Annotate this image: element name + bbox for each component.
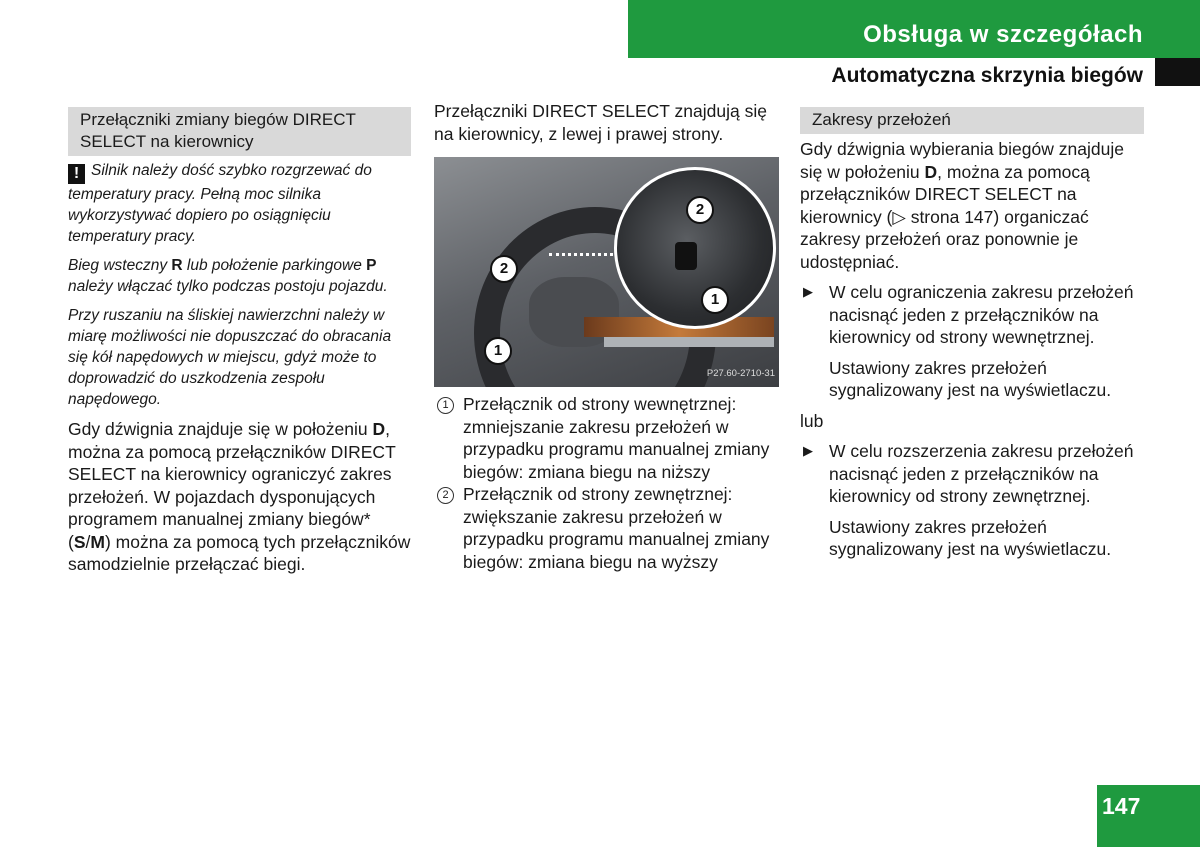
column-middle (434, 100, 779, 573)
legend-number-2: 2 (437, 487, 454, 504)
step-restrict-text: W celu ograniczenia zakresu przełożeń nacisnąć jeden z przełączników na kierownicy od strony wewnętrznej. (829, 282, 1134, 347)
paddle-shape (675, 242, 697, 270)
ranges-intro (800, 138, 1144, 273)
warning-text-2c: należy włączać tylko podczas postoju pojazdu. (68, 278, 388, 295)
steering-wheel-photo (434, 157, 779, 387)
or-text: lub (800, 410, 824, 431)
ranges-intro-a: Gdy dźwignia wybierania biegów znajduje się w położeniu (800, 139, 1124, 182)
warning-text-1: Silnik należy dość szybko rozgrzewać do temperatury pracy. Pełną moc silnika wykorzystywać dopiero po osiągnięciu temperatury pracy. (68, 162, 372, 245)
legend-text-1: Przełącznik od strony wewnętrznej: zmniejszanie zakresu przełożeń w przypadku programu manualnej zmiany biegów: zmiana biegu na niższy (463, 394, 770, 482)
warning-text-2b: lub położenie parkingowe (182, 257, 367, 274)
inset-callout-2: 2 (686, 196, 714, 224)
chapter-title: Obsługa w szczegółach (863, 21, 1143, 48)
body-text-a: Gdy dźwignia znajduje się w położeniu (68, 419, 373, 439)
step-extend-text: W celu rozszerzenia zakresu przełożeń nacisnąć jeden z przełączników na kierownicy od strony zewnętrznej. (829, 441, 1134, 506)
legend-text-2: Przełącznik od strony zewnętrznej: zwiększanie zakresu przełożeń w przypadku programu manualnej zmiany biegów: zmiana biegu na wyższy (463, 484, 770, 572)
legend-item-1 (434, 393, 779, 483)
callout-leader-line (549, 253, 619, 256)
triangle-bullet-icon: ▶ (803, 443, 813, 458)
body-text-c: ) można za pomocą tych przełączników samodzielnie przełączać biegi. (68, 531, 411, 574)
gear-p-label: P (366, 257, 377, 274)
photo-legend (434, 393, 779, 573)
warning-icon: ! (68, 164, 85, 184)
gear-m-label: M (90, 531, 105, 552)
photo-callout-1: 1 (484, 337, 512, 365)
gear-d-label: D (372, 419, 386, 439)
chapter-header (628, 0, 1200, 58)
column-left (68, 100, 411, 584)
section-heading-ranges: Zakresy przełożeń (800, 107, 1144, 134)
result-extend: Ustawiony zakres przełożeń sygnalizowany jest na wyświetlaczu. (829, 516, 1112, 559)
step-restrict (800, 281, 1144, 349)
section-title: Automatyczna skrzynia biegów (831, 64, 1143, 87)
legend-number-1: 1 (437, 397, 454, 414)
warning-note-engine (68, 160, 411, 247)
body-paragraph (68, 418, 411, 576)
page-number: 147 (1097, 785, 1200, 847)
inset-callout-1: 1 (701, 286, 729, 314)
triangle-bullet-icon: ▶ (803, 284, 813, 299)
detail-inset (614, 167, 776, 329)
door-trim-shape (604, 337, 774, 347)
column-right (800, 100, 1144, 569)
gear-s-label: S (73, 531, 86, 552)
result-restrict: Ustawiony zakres przełożeń sygnalizowany jest na wyświetlaczu. (829, 357, 1112, 400)
warning-text-2a: Bieg wsteczny (68, 257, 172, 274)
warning-note-reverse (68, 255, 411, 297)
section-marker (1155, 58, 1200, 86)
gear-d-label-2: D (924, 161, 938, 182)
photo-code: P27.60-2710-31 (706, 367, 775, 379)
step-extend (800, 440, 1144, 508)
body-text-b: , można za pomocą przełączników DIRECT SELECT na kierownicy ograniczyć zakres przełożeń. W pojazdach dysponujących programem manualnej zmiany biegów* ( (68, 419, 396, 552)
slash-text: / (85, 531, 91, 552)
ranges-intro-b: , można za pomocą przełączników DIRECT SELECT na kierownicy (▷ strona 147) organiczać zakresy przełożeń oraz ponownie je udostępniać. (800, 161, 1090, 272)
intro-paragraph: Przełączniki DIRECT SELECT znajdują się na kierownicy, z lewej i prawej strony. (434, 101, 767, 144)
photo-callout-2: 2 (490, 255, 518, 283)
warning-note-slippery: Przy ruszaniu na śliskiej nawierzchni należy w miarę możliwości nie dopuszczać do obracania się kół napędowych w miejscu, gdyż może to doprowadzić do uszkodzenia zespołu napędowego. (68, 307, 392, 408)
section-heading-direct-select: Przełączniki zmiany biegów DIRECT SELECT na kierownicy (68, 107, 411, 156)
gear-r-label: R (171, 257, 183, 274)
legend-item-2 (434, 483, 779, 573)
